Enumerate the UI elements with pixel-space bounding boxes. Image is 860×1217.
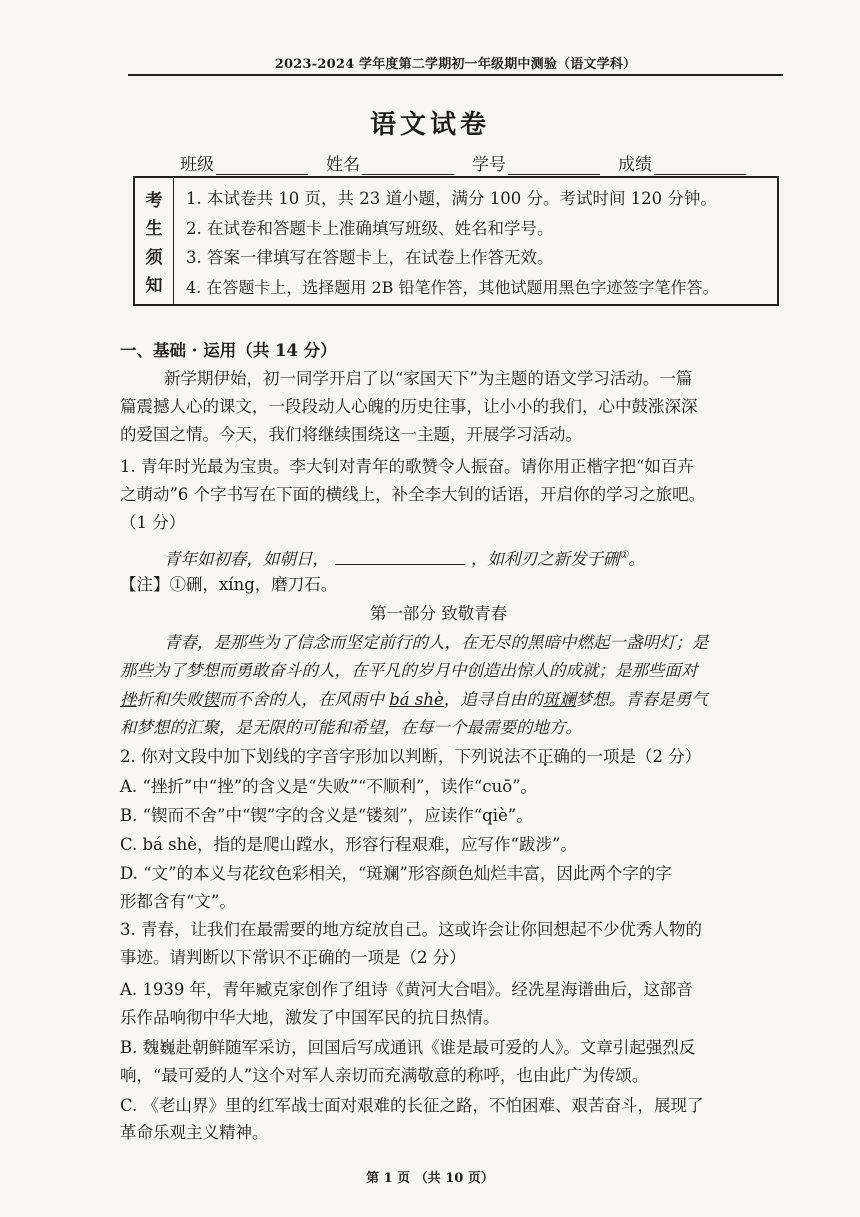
notice-label-char: 须 xyxy=(145,247,163,268)
q3-stem: 3. 青春，让我们在最需要的地方绽放自己。这或许会让你回想起不少优秀人物的 xyxy=(120,920,702,939)
notice-label-char: 生 xyxy=(145,219,163,240)
quote-end: 。 xyxy=(628,549,645,569)
q2-option-a: A. “挫折”中“挫”的含义是“失败”“不顺利”，读作“cuō”。 xyxy=(120,777,538,796)
passage-text: 梦想。青春是勇气 xyxy=(575,690,708,709)
q2-option-d: D. “文”的本义与花纹色彩相关，“斑斓”形容颜色灿烂丰富，因此两个字的字 xyxy=(120,864,672,883)
passage-line xyxy=(120,688,708,712)
q3-option-b: B. 魏巍赴朝鲜随军采访，回国后写成通讯《谁是最可爱的人》。文章引起强烈反 xyxy=(120,1038,696,1057)
q3-option-a: A. 1939 年，青年臧克家创作了组诗《黄河大合唱》。经冼星海谱曲后，这部音 xyxy=(120,980,693,999)
q3-stem-c: 的一项是（2 分） xyxy=(334,948,466,967)
passage-line: 那些为了梦想而勇敢奋斗的人，在平凡的岁月中创造出惊人的成就；是那些面对 xyxy=(120,661,698,680)
footnote-mark: ① xyxy=(619,550,629,561)
q2-option-c: C. bá shè，指的是爬山蹚水，形容行程艰难，应写作“跋涉”。 xyxy=(120,835,577,854)
underlined-char: 挫 xyxy=(120,690,137,709)
notice-label xyxy=(135,178,174,304)
score-blank xyxy=(654,156,746,175)
name-blank xyxy=(362,156,454,175)
q3-option-c-cont: 革命乐观主义精神。 xyxy=(120,1123,269,1142)
answer-blank xyxy=(335,548,465,565)
page-title: 语文试卷 xyxy=(369,110,490,140)
notice-label-char: 知 xyxy=(145,276,163,297)
quote-part-a: 青年如初春，如朝日， xyxy=(164,549,329,569)
underlined-word: 斑斓 xyxy=(542,690,576,709)
header-rule xyxy=(128,74,783,76)
notice-item: 1. 本试卷共 10 页，共 23 道小题，满分 100 分。考试时间 120 分钟。 xyxy=(186,189,717,208)
q2-stem xyxy=(120,745,701,769)
number-blank xyxy=(508,156,600,175)
emphasis-text: 不正确 xyxy=(285,948,335,967)
passage-text: 折和失败 xyxy=(136,690,203,709)
passage-text: ，追寻自由的 xyxy=(443,690,543,709)
number-label: 学号 xyxy=(472,155,506,175)
passage-line: 和梦想的汇聚，是无限的可能和希望，在每一个最需要的地方。 xyxy=(120,718,582,737)
exam-header: 2023-2024 学年度第二学期初一年级期中测验（语文学科） xyxy=(274,57,637,72)
section-heading: 一、基础 · 运用（共 14 分） xyxy=(120,341,337,360)
q2-stem-c: 的一项是（2 分） xyxy=(570,747,702,766)
score-label: 成绩 xyxy=(618,155,652,175)
notice-item: 3. 答案一律填写在答题卡上，在试卷上作答无效。 xyxy=(186,248,554,267)
q2-stem-a: 2. 你对文段中加下划线的字音字形加以判断，下列说法 xyxy=(120,747,521,766)
exam-notice-box xyxy=(133,176,779,306)
q1-quote xyxy=(164,544,645,572)
class-blank xyxy=(216,156,308,175)
q1-stem: 之萌动”6 个字书写在下面的横线上，补全李大钊的话语，开启你的学习之旅吧。 xyxy=(120,485,706,504)
name-label: 姓名 xyxy=(326,155,360,175)
class-label: 班级 xyxy=(180,155,214,175)
score-field xyxy=(618,150,746,175)
q3-stem xyxy=(120,946,466,970)
intro-line: 新学期伊始，初一同学开启了以“家国天下”为主题的语文学习活动。一篇 xyxy=(164,369,693,388)
notice-item: 4. 在答题卡上，选择题用 2B 铅笔作答，其他试题用黑色字迹签字笔作答。 xyxy=(186,277,719,297)
emphasis-text: 不正确 xyxy=(520,747,570,766)
page-footer: 第 1 页 （共 10 页） xyxy=(366,1171,494,1186)
q2-option-b: B. “锲而不舍”中“锲”字的含义是“镂刻”，应读作“qiè”。 xyxy=(120,806,533,825)
intro-line: 篇震撼人心的课文，一段段动人心魄的历史往事，让小小的我们，心中鼓涨深深 xyxy=(120,397,698,416)
quote-part-b: ，如利刃之新发于硎 xyxy=(471,549,620,569)
student-info-row xyxy=(180,150,746,175)
underlined-pinyin: bá shè xyxy=(389,690,444,709)
q1-stem: 1. 青年时光最为宝贵。李大钊对青年的歌赞令人振奋。请你用正楷字把“如百卉 xyxy=(120,457,694,476)
passage-line: 青春，是那些为了信念而坚定前行的人，在无尽的黑暗中燃起一盏明灯；是 xyxy=(164,633,709,652)
intro-line: 的爱国之情。今天，我们将继续围绕这一主题，开展学习活动。 xyxy=(120,425,582,444)
notice-item: 2. 在试卷和答题卡上准确填写班级、姓名和学号。 xyxy=(186,218,554,238)
q2-option-d-cont: 形都含有“文”。 xyxy=(120,892,236,911)
q1-note: 【注】①硎，xíng，磨刀石。 xyxy=(120,575,338,594)
q1-score: （1 分） xyxy=(120,513,186,532)
underlined-char: 锲 xyxy=(202,690,219,709)
q3-option-c: C. 《老山界》里的红军战士面对艰难的长征之路，不怕困难、艰苦奋斗，展现了 xyxy=(120,1096,704,1115)
part-heading: 第一部分 致敬青春 xyxy=(370,604,508,623)
notice-label-char: 考 xyxy=(145,190,163,211)
q3-stem-a: 事迹。请判断以下常识 xyxy=(120,948,285,967)
class-field xyxy=(180,150,308,175)
notice-items xyxy=(174,178,777,304)
passage-text: 而不舍的人，在风雨中 xyxy=(219,690,390,709)
number-field xyxy=(472,150,600,175)
q3-option-a-cont: 乐作品响彻中华大地，激发了中国军民的抗日热情。 xyxy=(120,1008,500,1027)
name-field xyxy=(326,150,454,175)
q3-option-b-cont: 响，“最可爱的人”这个对军人亲切而充满敬意的称呼，也由此广为传颂。 xyxy=(120,1066,649,1085)
